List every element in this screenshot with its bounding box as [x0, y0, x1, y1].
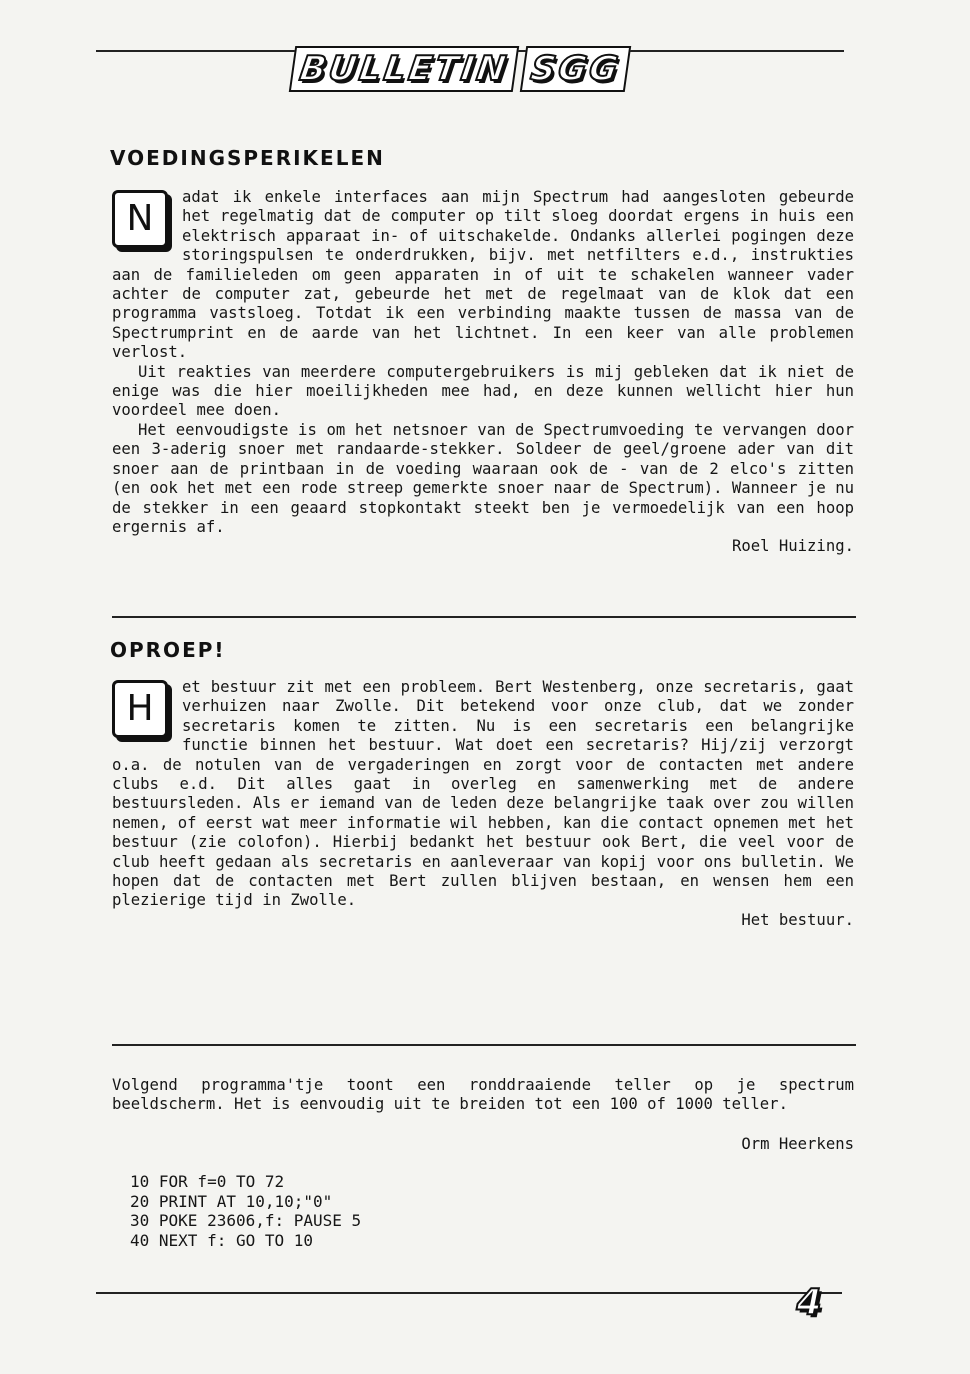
article3-signature: Orm Heerkens: [741, 1134, 854, 1153]
bottom-rule: [96, 1292, 842, 1294]
code-line: 20 PRINT AT 10,10;"0": [130, 1191, 333, 1211]
code-line: 30 POKE 23606,f: PAUSE 5: [130, 1211, 362, 1231]
code-line: 40 NEXT f: GO TO 10: [130, 1230, 314, 1250]
article1-paragraph-1: adat ik enkele interfaces aan mijn Spectrum had aangesloten gebeurde het regelmatig dat de computer op tilt sloeg doordat ergens in huis een elektrisch apparaat in- of uitschakelde. Ondanks allerlei pogingen deze storingspulsen te onderdrukken, bijv. met netfilters e.d., instrukties aan de familieleden om geen apparaten in of uit te schakelen wanneer vader achter de computer zat, gebeurde het met de regelmaat van de klok dat een programma vastsloeg. Totdat ik een verbinding maakte tussen de massa van de Spectrumprint en de aarde van het lichtnet. In een keer van alle problemen verlost.: [112, 188, 854, 362]
section-divider-2: [112, 1044, 856, 1046]
article-voedingsperikelen: [112, 188, 854, 557]
article-title-oproep: OPROEP!: [110, 638, 226, 662]
basic-code-listing: [130, 1172, 361, 1250]
article2-paragraph-1: et bestuur zit met een probleem. Bert Westenberg, onze secretaris, gaat verhuizen naar Zwolle. Dit betekend voor onze club, dat we zonder secretaris komen te zitten. Nu is een secretaris een belangrijke functie binnen het bestuur. Wat doet een secretaris? Hij/zij verzorgt o.a. de notulen van de vergaderingen en zorgt voor de contacten met andere clubs e.d. Dit alles gaat in overleg en samenwerking met de andere bestuursleden. Als er iemand van de leden deze belangrijke taak over zou willen nemen, of eerst wat meer informatie wil hebben, kan die contact opnemen met het bestuur (zie colofon). Hierbij bedankt het bestuur ook Bert, die veel voor de club heeft gedaan als secretaris en aanleveraar van kopij voor ons bulletin. We hopen dat de contacten met Bert zullen blijven bestaan, en wensen hem een plezierige tijd in Zwolle.: [112, 678, 854, 910]
masthead-logo: [297, 46, 623, 92]
article-title-voedingsperikelen: VOEDINGSPERIKELEN: [110, 146, 385, 170]
masthead-word-sgg: SGG: [519, 46, 631, 92]
article1-paragraph-3: Het eenvoudigste is om het netsnoer van de Spectrumvoeding te vervangen door een 3-aderig snoer met randaarde-stekker. Soldeer de geel/groene ader van dit snoer aan de printbaan in de voeding waaraan ook de - van de 2 elco's zitten (en ook het met een rode streep gemerkte snoer naar de Spectrum). Wanneer je nu de stekker in een geaard stopkontakt steekt ben je vermoedelijk van een hoop ergernis af.: [112, 420, 854, 536]
code-line: 10 FOR f=0 TO 72: [130, 1172, 285, 1191]
article-oproep: [112, 678, 854, 930]
section-divider-1: [112, 616, 856, 618]
article2-signature: Het bestuur.: [741, 910, 854, 929]
dropcap-n: N: [112, 190, 168, 248]
masthead-word-bulletin: BULLETIN: [289, 46, 520, 92]
page-number: 4: [796, 1282, 822, 1323]
article1-signature: Roel Huizing.: [731, 537, 854, 556]
article1-paragraph-2: Uit reakties van meerdere computergebruikers is mij gebleken dat ik niet de enige was die hier moeilijkheden mee had, en deze kunnen wellicht hier hun voordeel mee doen.: [112, 362, 854, 420]
dropcap-h: H: [112, 680, 168, 738]
article3-paragraph-1: Volgend programma'tje toont een ronddraaiende teller op je spectrum beeldscherm. Het is eenvoudig uit te breiden tot een 100 of 1000 teller.: [112, 1076, 854, 1114]
article-program: [112, 1076, 854, 1154]
